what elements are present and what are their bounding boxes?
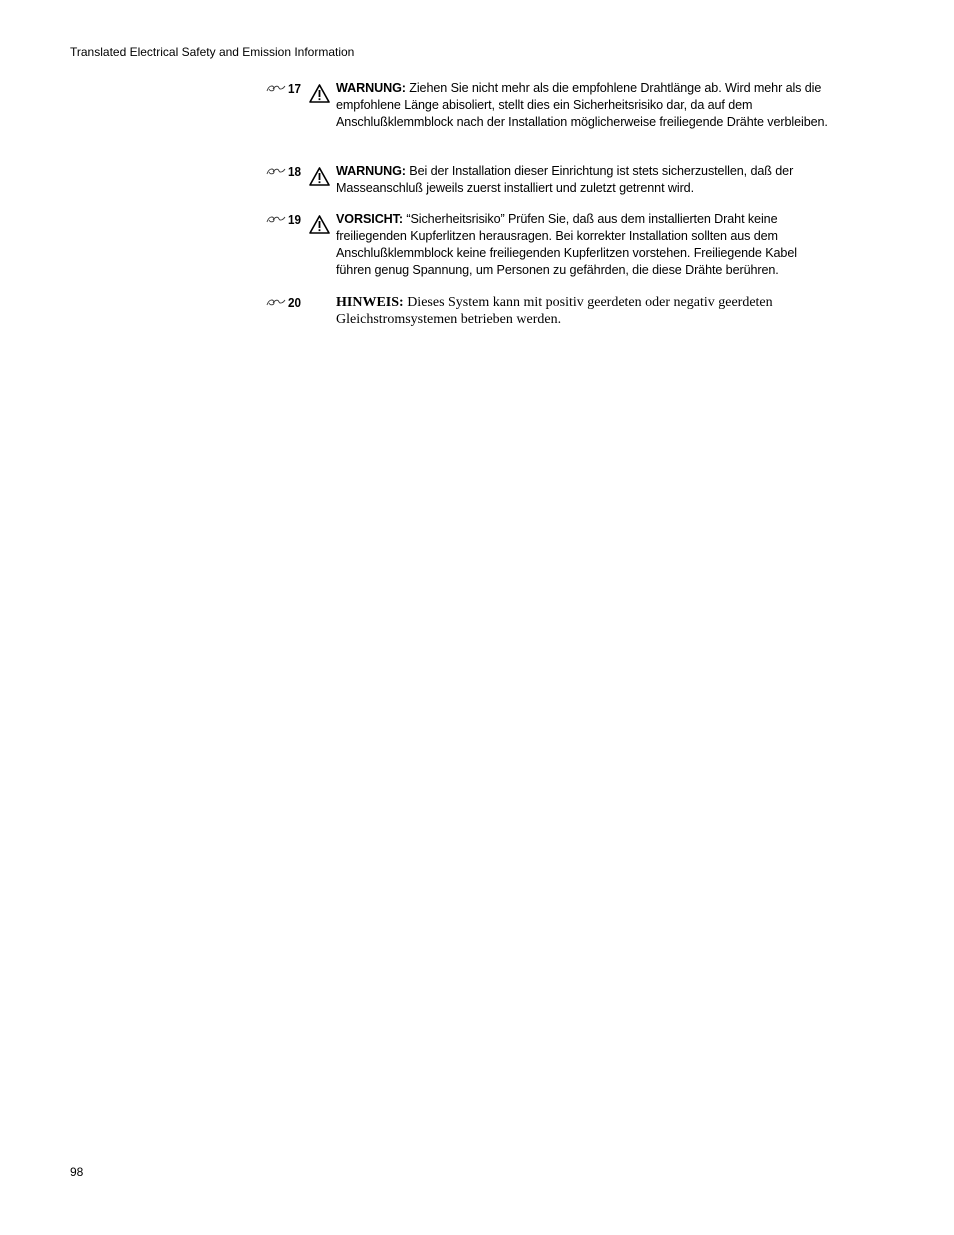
reference-link-icon	[266, 297, 286, 307]
notice-body: Bei der Installation dieser Einrichtung ist stets sicherzustellen, daß der Masseanschluß jeweils zuerst installiert und zuletzt getrennt wird.	[336, 164, 794, 195]
reference-link-icon	[266, 83, 286, 93]
notice-number: 18	[288, 164, 302, 179]
notice-body: Dieses System kann mit positiv geerdeten oder negativ geerdeten Gleichstromsystemen betrieben werden.	[336, 295, 773, 327]
notice-body: Ziehen Sie nicht mehr als die empfohlene Drahtlänge ab. Wird mehr als die empfohlene Länge abisoliert, stellt dies ein Sicherheitsrisiko dar, da auf dem Anschlußklemmblock nach der Installation möglicherweise freiliegende Drähte verbleiben.	[336, 81, 828, 129]
warning-triangle-icon	[309, 167, 330, 186]
notice-label: HINWEIS:	[336, 295, 404, 310]
notice-text	[336, 294, 796, 328]
notice-label: VORSICHT:	[336, 212, 403, 226]
notice-label: WARNUNG:	[336, 81, 406, 95]
notice-text	[336, 80, 828, 131]
warning-triangle-icon	[309, 215, 330, 234]
warning-triangle-icon	[309, 84, 330, 103]
notice-number: 17	[288, 81, 302, 96]
notice-body: “Sicherheitsrisiko” Prüfen Sie, daß aus dem installierten Draht keine freiliegenden Kupferlitzen herausragen. Bei korrekter Installation sollten aus dem Anschlußklemmblock keine freiliegenden Kupferlitzen vorstehen. Freiliegende Kabel führen genug Spannung, um Personen zu gefährden, die diese Drähte berühren.	[336, 212, 797, 277]
reference-link-icon	[266, 214, 286, 224]
reference-link-icon	[266, 166, 286, 176]
running-header: Translated Electrical Safety and Emission Information	[70, 45, 355, 59]
notice-number: 20	[288, 295, 302, 310]
notice-number: 19	[288, 212, 302, 227]
notice-text	[336, 163, 828, 197]
page-number: 98	[70, 1165, 84, 1179]
notice-text	[336, 211, 828, 279]
notice-label: WARNUNG:	[336, 164, 406, 178]
